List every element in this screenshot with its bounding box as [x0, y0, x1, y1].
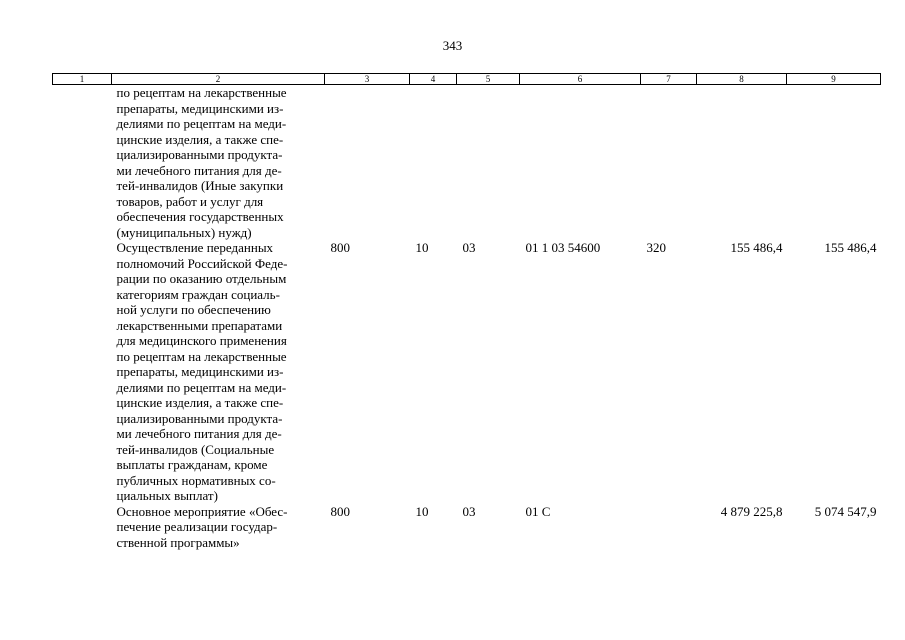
description-line: препараты, медицинскими из-	[116, 364, 284, 379]
row-index-cell	[53, 240, 112, 504]
table-row	[53, 504, 881, 551]
subsection-cell	[457, 85, 520, 241]
target-article-cell: 01 1 03 54600	[525, 240, 601, 255]
column-header-9: 9	[787, 74, 881, 85]
ministry-code-cell: 800	[330, 240, 350, 255]
description-line: обеспечения государственных	[116, 209, 284, 224]
column-header-1: 1	[53, 74, 112, 85]
expense-type-cell: 320	[646, 240, 666, 255]
description-line: рации по оказанию отдельным	[116, 271, 287, 286]
description-line: для медицинского применения	[116, 333, 287, 348]
description-line: тей-инвалидов (Иные закупки	[116, 178, 284, 193]
target-article-cell	[520, 85, 641, 241]
column-header-7: 7	[641, 74, 697, 85]
column-header-3: 3	[325, 74, 410, 85]
description-line: циализированными продукта-	[116, 147, 283, 162]
target-article-cell: 01 С	[525, 503, 551, 519]
subsection-cell: 03	[462, 503, 476, 519]
section-cell: 10	[415, 240, 429, 255]
row-index-cell	[53, 504, 112, 551]
description-line: товаров, работ и услуг для	[116, 193, 264, 209]
description-cell	[112, 504, 325, 551]
description-line: ной услуги по обеспечению	[116, 302, 271, 317]
column-header-6: 6	[520, 74, 641, 85]
description-line: категориям граждан социаль-	[116, 286, 280, 302]
description-line: цинские изделия, а также спе-	[116, 131, 284, 147]
description-line: циальных выплат)	[116, 488, 218, 503]
page-number: 343	[442, 38, 463, 53]
amount-year-1-cell	[697, 85, 787, 241]
description-line: (муниципальных) нужд)	[116, 224, 252, 240]
amount-year-1-cell: 4 879 225,8	[720, 503, 783, 519]
column-number-row	[53, 74, 881, 85]
description-line: ми лечебного питания для де-	[116, 162, 282, 178]
description-line: по рецептам на лекарственные	[116, 348, 287, 364]
budget-table	[52, 73, 881, 550]
subsection-cell: 03	[462, 240, 476, 255]
table-body	[53, 85, 881, 551]
description-cell	[112, 85, 325, 241]
description-line: по рецептам на лекарственные	[116, 85, 287, 100]
description-line: Основное мероприятие «Обес-	[116, 503, 288, 519]
description-line: лекарственными препаратами	[116, 317, 283, 333]
description-line: ми лечебного питания для де-	[116, 426, 282, 441]
description-line: печение реализации государ-	[116, 519, 278, 534]
section-cell: 10	[415, 503, 429, 519]
description-line: Осуществление переданных	[116, 240, 274, 255]
ministry-code-cell: 800	[330, 503, 350, 519]
column-header-4: 4	[410, 74, 457, 85]
expense-type-cell	[641, 85, 697, 241]
description-line: тей-инвалидов (Социальные	[116, 441, 275, 457]
amount-year-1-cell: 155 486,4	[730, 240, 783, 255]
description-line: ственной программы»	[116, 534, 240, 550]
description-line: циализированными продукта-	[116, 410, 283, 426]
section-cell	[410, 85, 457, 241]
description-line: делиями по рецептам на меди-	[116, 116, 287, 131]
ministry-code-cell	[325, 85, 410, 241]
description-cell	[112, 240, 325, 504]
description-line: выплаты гражданам, кроме	[116, 457, 268, 472]
table-row	[53, 240, 881, 504]
amount-year-2-cell: 5 074 547,9	[814, 503, 877, 519]
row-index-cell	[53, 85, 112, 241]
amount-year-2-cell: 155 486,4	[824, 240, 877, 255]
table-row	[53, 85, 881, 241]
description-line: цинские изделия, а также спе-	[116, 395, 284, 410]
description-line: публичных нормативных со-	[116, 472, 276, 488]
description-line: препараты, медицинскими из-	[116, 100, 284, 116]
description-line: полномочий Российской Феде-	[116, 255, 288, 271]
expense-type-cell	[641, 504, 697, 551]
description-line: делиями по рецептам на меди-	[116, 379, 287, 395]
column-header-5: 5	[457, 74, 520, 85]
column-header-2: 2	[112, 74, 325, 85]
column-header-8: 8	[697, 74, 787, 85]
amount-year-2-cell	[787, 85, 881, 241]
